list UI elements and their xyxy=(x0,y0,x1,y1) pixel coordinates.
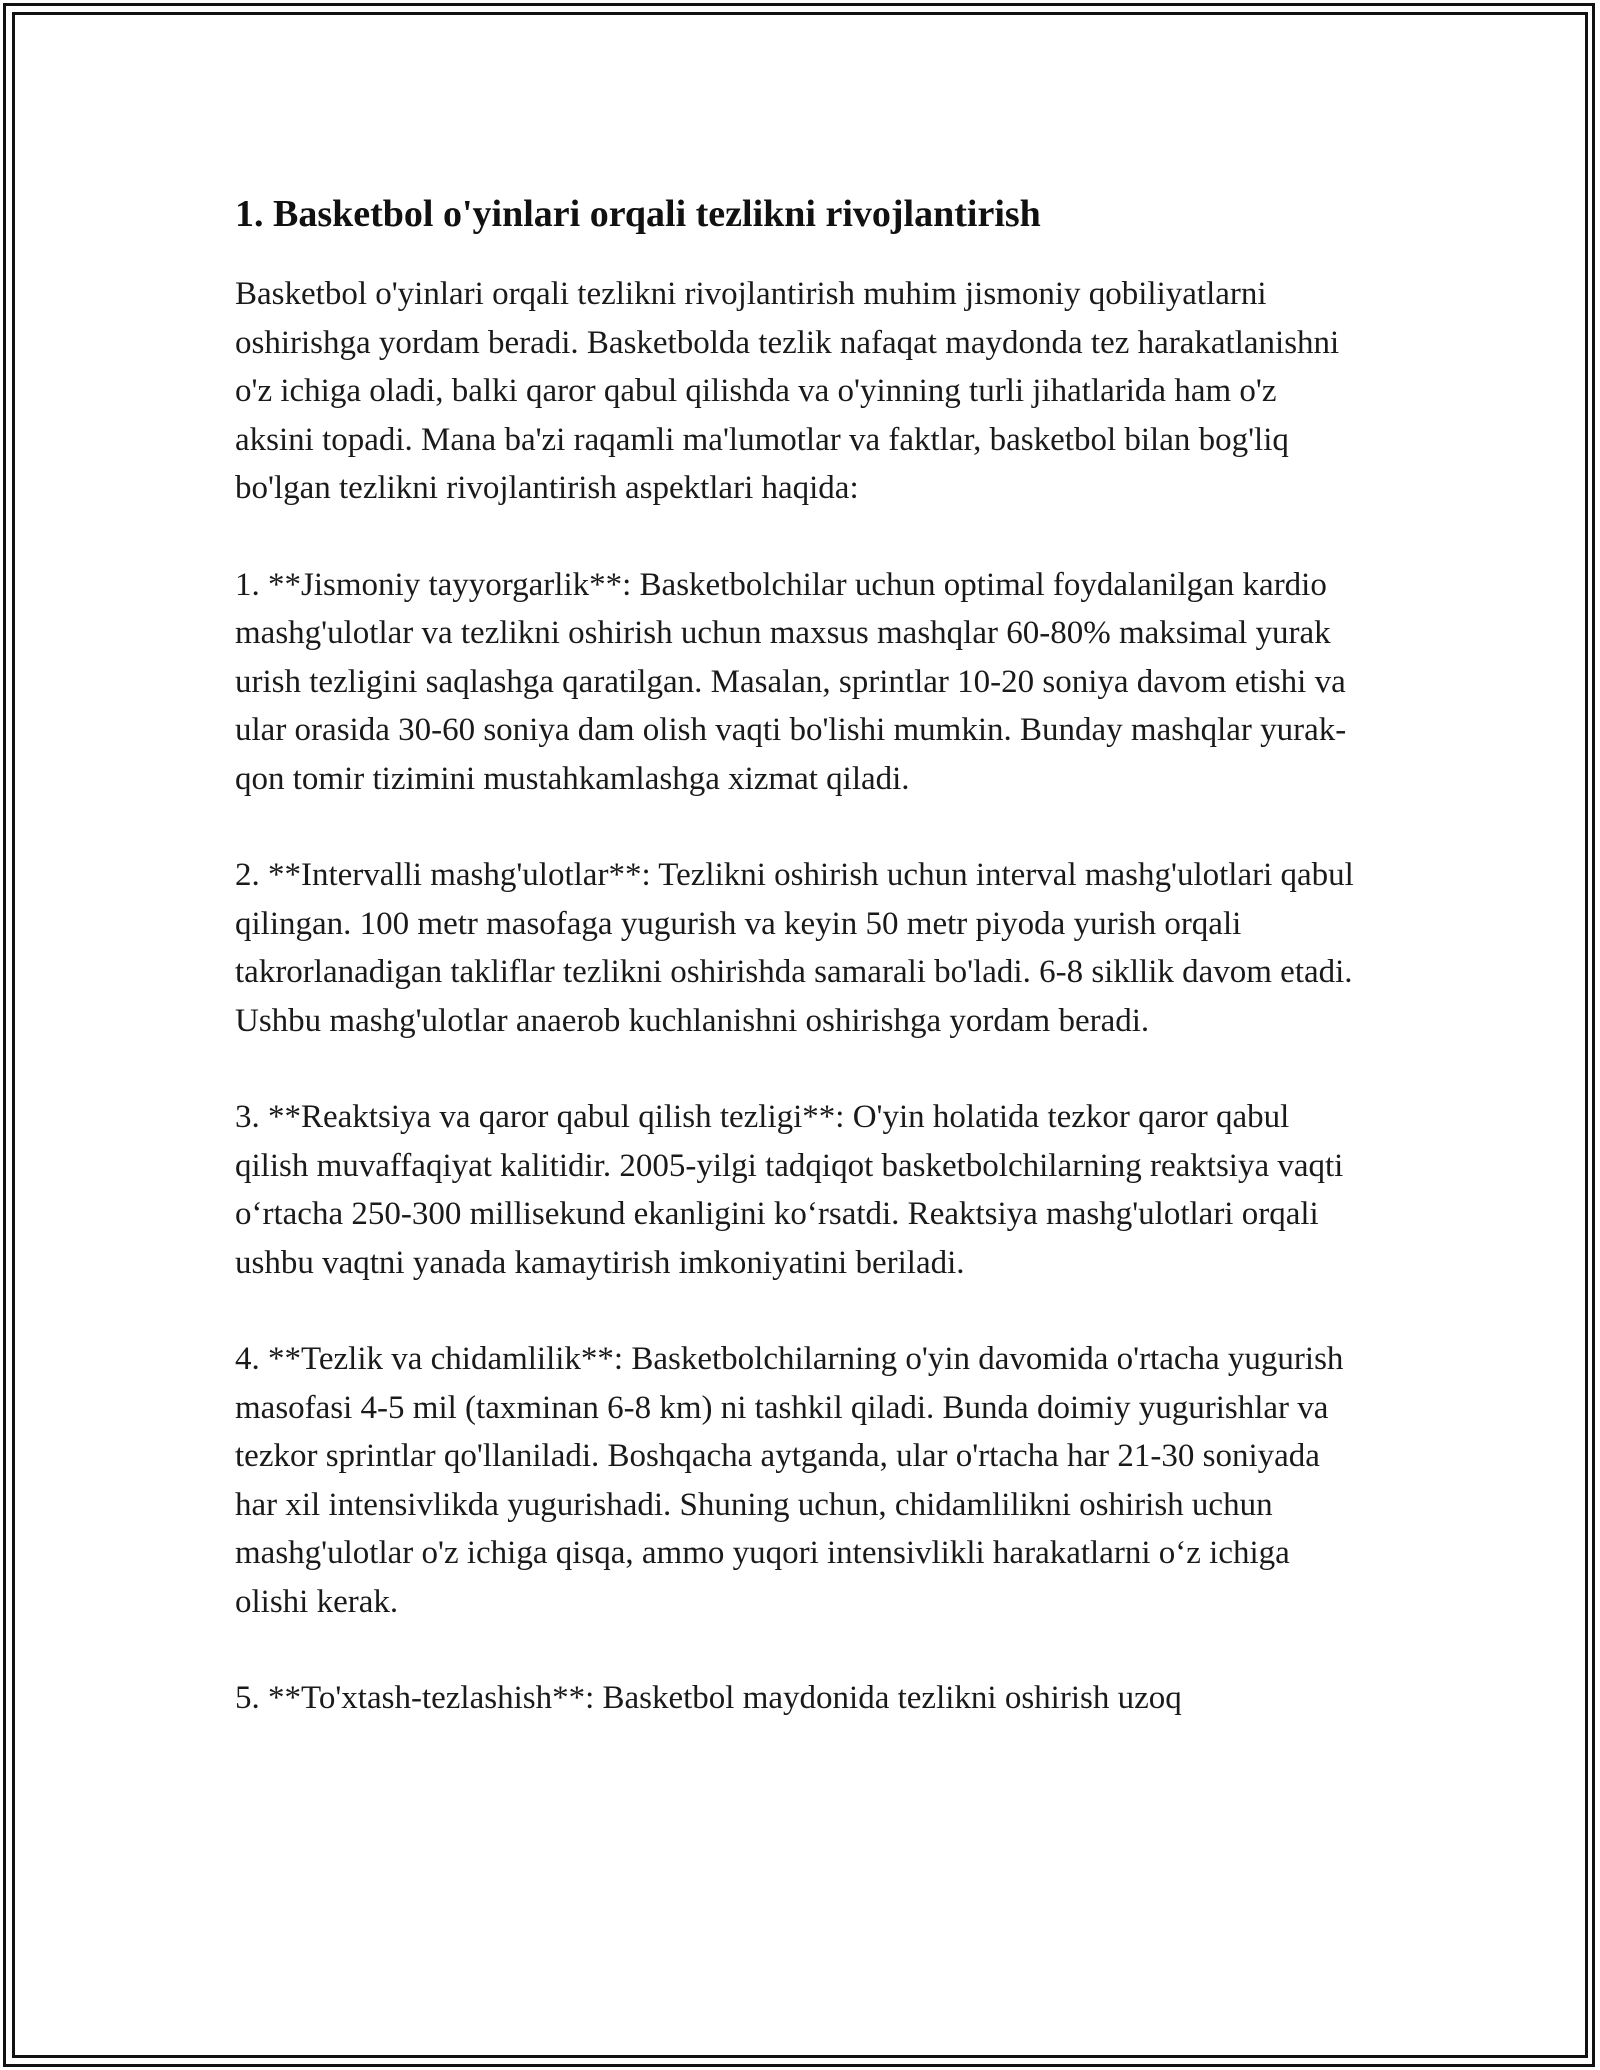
paragraph-interval-training: 2. **Intervalli mashg'ulotlar**: Tezlikni oshirish uchun interval mashg'ulotlari qabul qilingan. 100 metr masofaga yugurish va keyin 50 metr piyoda yurish orqali takrorlanadigan takliflar tezlikni oshirishda samarali bo'ladi. 6-8 sikllik davom etadi. Ushbu mashg'ulotlar anaerob kuchlanishni oshirishga yordam beradi. xyxy=(235,857,1354,1039)
paragraph-stop-acceleration: 5. **To'xtash-tezlashish**: Basketbol maydonida tezlikni oshirish uzoq xyxy=(235,1680,1182,1716)
paragraph-reaction-speed: 3. **Reaktsiya va qaror qabul qilish tezligi**: O'yin holatida tezkor qaror qabul qilish muvaffaqiyat kalitidir. 2005-yilgi tadqiqot basketbolchilarning reaktsiya vaqti oʻrtacha 250-300 millisekund ekanligini koʻrsatdi. Reaktsiya mashg'ulotlari orqali ushbu vaqtni yanada kamaytirish imkoniyatini beriladi. xyxy=(235,1099,1344,1281)
paragraph-speed-endurance: 4. **Tezlik va chidamlilik**: Basketbolchilarning o'yin davomida o'rtacha yugurish masofasi 4-5 mil (taxminan 6-8 km) ni tashkil qiladi. Bunda doimiy yugurishlar va tezkor sprintlar qo'llaniladi. Boshqacha aytganda, ular o'rtacha har 21-30 soniyada har xil intensivlikda yugurishadi. Shuning uchun, chidamlilikni oshirish uchun mashg'ulotlar o'z ichiga qisqa, ammo yuqori intensivlikli harakatlarni oʻz ichiga olishi kerak. xyxy=(235,1341,1344,1620)
document-body xyxy=(235,186,1360,1771)
intro-paragraph: Basketbol o'yinlari orqali tezlikni rivojlantirish muhim jismoniy qobiliyatlarni oshirishga yordam beradi. Basketbolda tezlik nafaqat maydonda tez harakatlanishni o'z ichiga oladi, balki qaror qabul qilishda va o'yinning turli jihatlarida ham o'z aksini topadi. Mana ba'zi raqamli ma'lumotlar va faktlar, basketbol bilan bog'liq bo'lgan tezlikni rivojlantirish aspektlari haqida: xyxy=(235,276,1340,506)
paragraph-physical-preparation: 1. **Jismoniy tayyorgarlik**: Basketbolchilar uchun optimal foydalanilgan kardio mashg'ulotlar va tezlikni oshirish uchun maxsus mashqlar 60-80% maksimal yurak urish tezligini saqlashga qaratilgan. Masalan, sprintlar 10-20 soniya davom etishi va ular orasida 30-60 soniya dam olish vaqti bo'lishi mumkin. Bunday mashqlar yurak-qon tomir tizimini mustahkamlashga xizmat qiladi. xyxy=(235,566,1347,797)
page-title: 1. Basketbol o'yinlari orqali tezlikni rivojlantirish xyxy=(235,193,1041,235)
